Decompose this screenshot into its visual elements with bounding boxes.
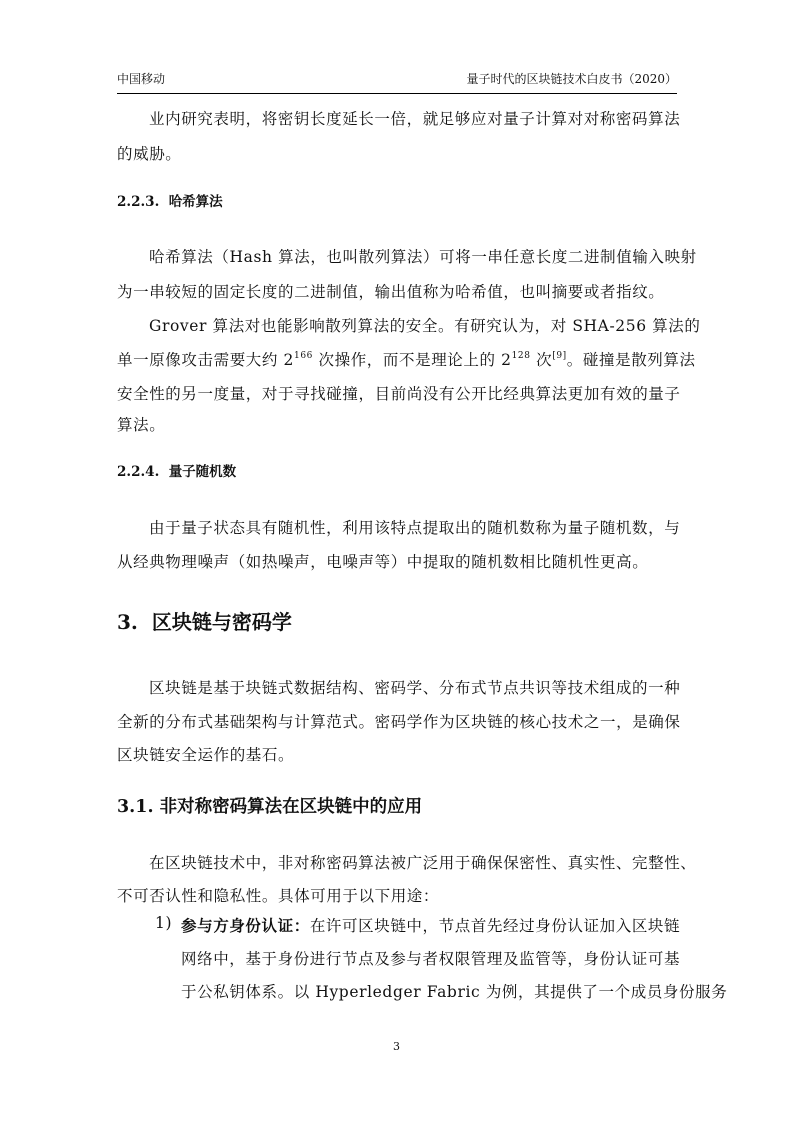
para-line: 算法。 <box>117 416 166 434</box>
list-marker: 1) <box>155 914 173 932</box>
para-line: 单一原像攻击需要大约 $2^{166}$ 次操作，而不是理论上的 $2^{128}$ 次[9]。碰撞是散列算法 <box>117 351 696 369</box>
para-line: Grover 算法对也能影响散列算法的安全。有研究认为，对 SHA-256 算法的 <box>149 317 701 335</box>
para-line: 由于量子状态具有随机性，利用该特点提取出的随机数称为量子随机数，与 <box>149 519 681 537</box>
page-number: 3 <box>393 1040 400 1053</box>
para-line: 不可否认性和隐私性。具体可用于以下用途： <box>117 887 440 905</box>
heading-2-2-3: 2.2.3. 哈希算法 <box>117 194 223 210</box>
citation-link[interactable]: [9] <box>552 351 567 361</box>
para-line: 为一串较短的固定长度的二进制值，输出值称为哈希值，也叫摘要或者指纹。 <box>117 283 665 301</box>
para-line: 业内研究表明，将密钥长度延长一倍，就足够应对量子计算对对称密码算法 <box>149 110 681 128</box>
para-line: 在区块链技术中，非对称密码算法被广泛用于确保保密性、真实性、完整性、 <box>149 854 697 872</box>
para-line: 全新的分布式基础架构与计算范式。密码学作为区块链的核心技术之一，是确保 <box>117 713 681 731</box>
para-line: 哈希算法（Hash 算法，也叫散列算法）可将一串任意长度二进制值输入映射 <box>149 248 697 266</box>
heading-3: 3. 区块链与密码学 <box>117 610 292 634</box>
para-line: 区块链安全运作的基石。 <box>117 746 295 764</box>
heading-2-2-4: 2.2.4. 量子随机数 <box>117 464 237 480</box>
para-line: 的威胁。 <box>117 145 182 163</box>
para-line: 区块链是基于块链式数据结构、密码学、分布式节点共识等技术组成的一种 <box>149 679 681 697</box>
list-item-line: 参与方身份认证：在许可区块链中，节点首先经过身份认证加入区块链 <box>181 916 681 935</box>
heading-3-1: 3.1. 非对称密码算法在区块链中的应用 <box>117 797 423 817</box>
header-title: 量子时代的区块链技术白皮书（2020） <box>466 72 677 86</box>
header-rule <box>117 93 677 94</box>
header-org: 中国移动 <box>117 72 166 86</box>
list-item-line: 于公私钥体系。以 Hyperledger Fabric 为例，其提供了一个成员身份服务 <box>181 983 728 1001</box>
para-line: 安全性的另一度量，对于寻找碰撞，目前尚没有公开比经典算法更加有效的量子 <box>117 385 681 403</box>
list-item-line: 网络中，基于身份进行节点及参与者权限管理及监管等，身份认证可基 <box>181 950 681 968</box>
para-line: 从经典物理噪声（如热噪声，电噪声等）中提取的随机数相比随机性更高。 <box>117 553 649 571</box>
